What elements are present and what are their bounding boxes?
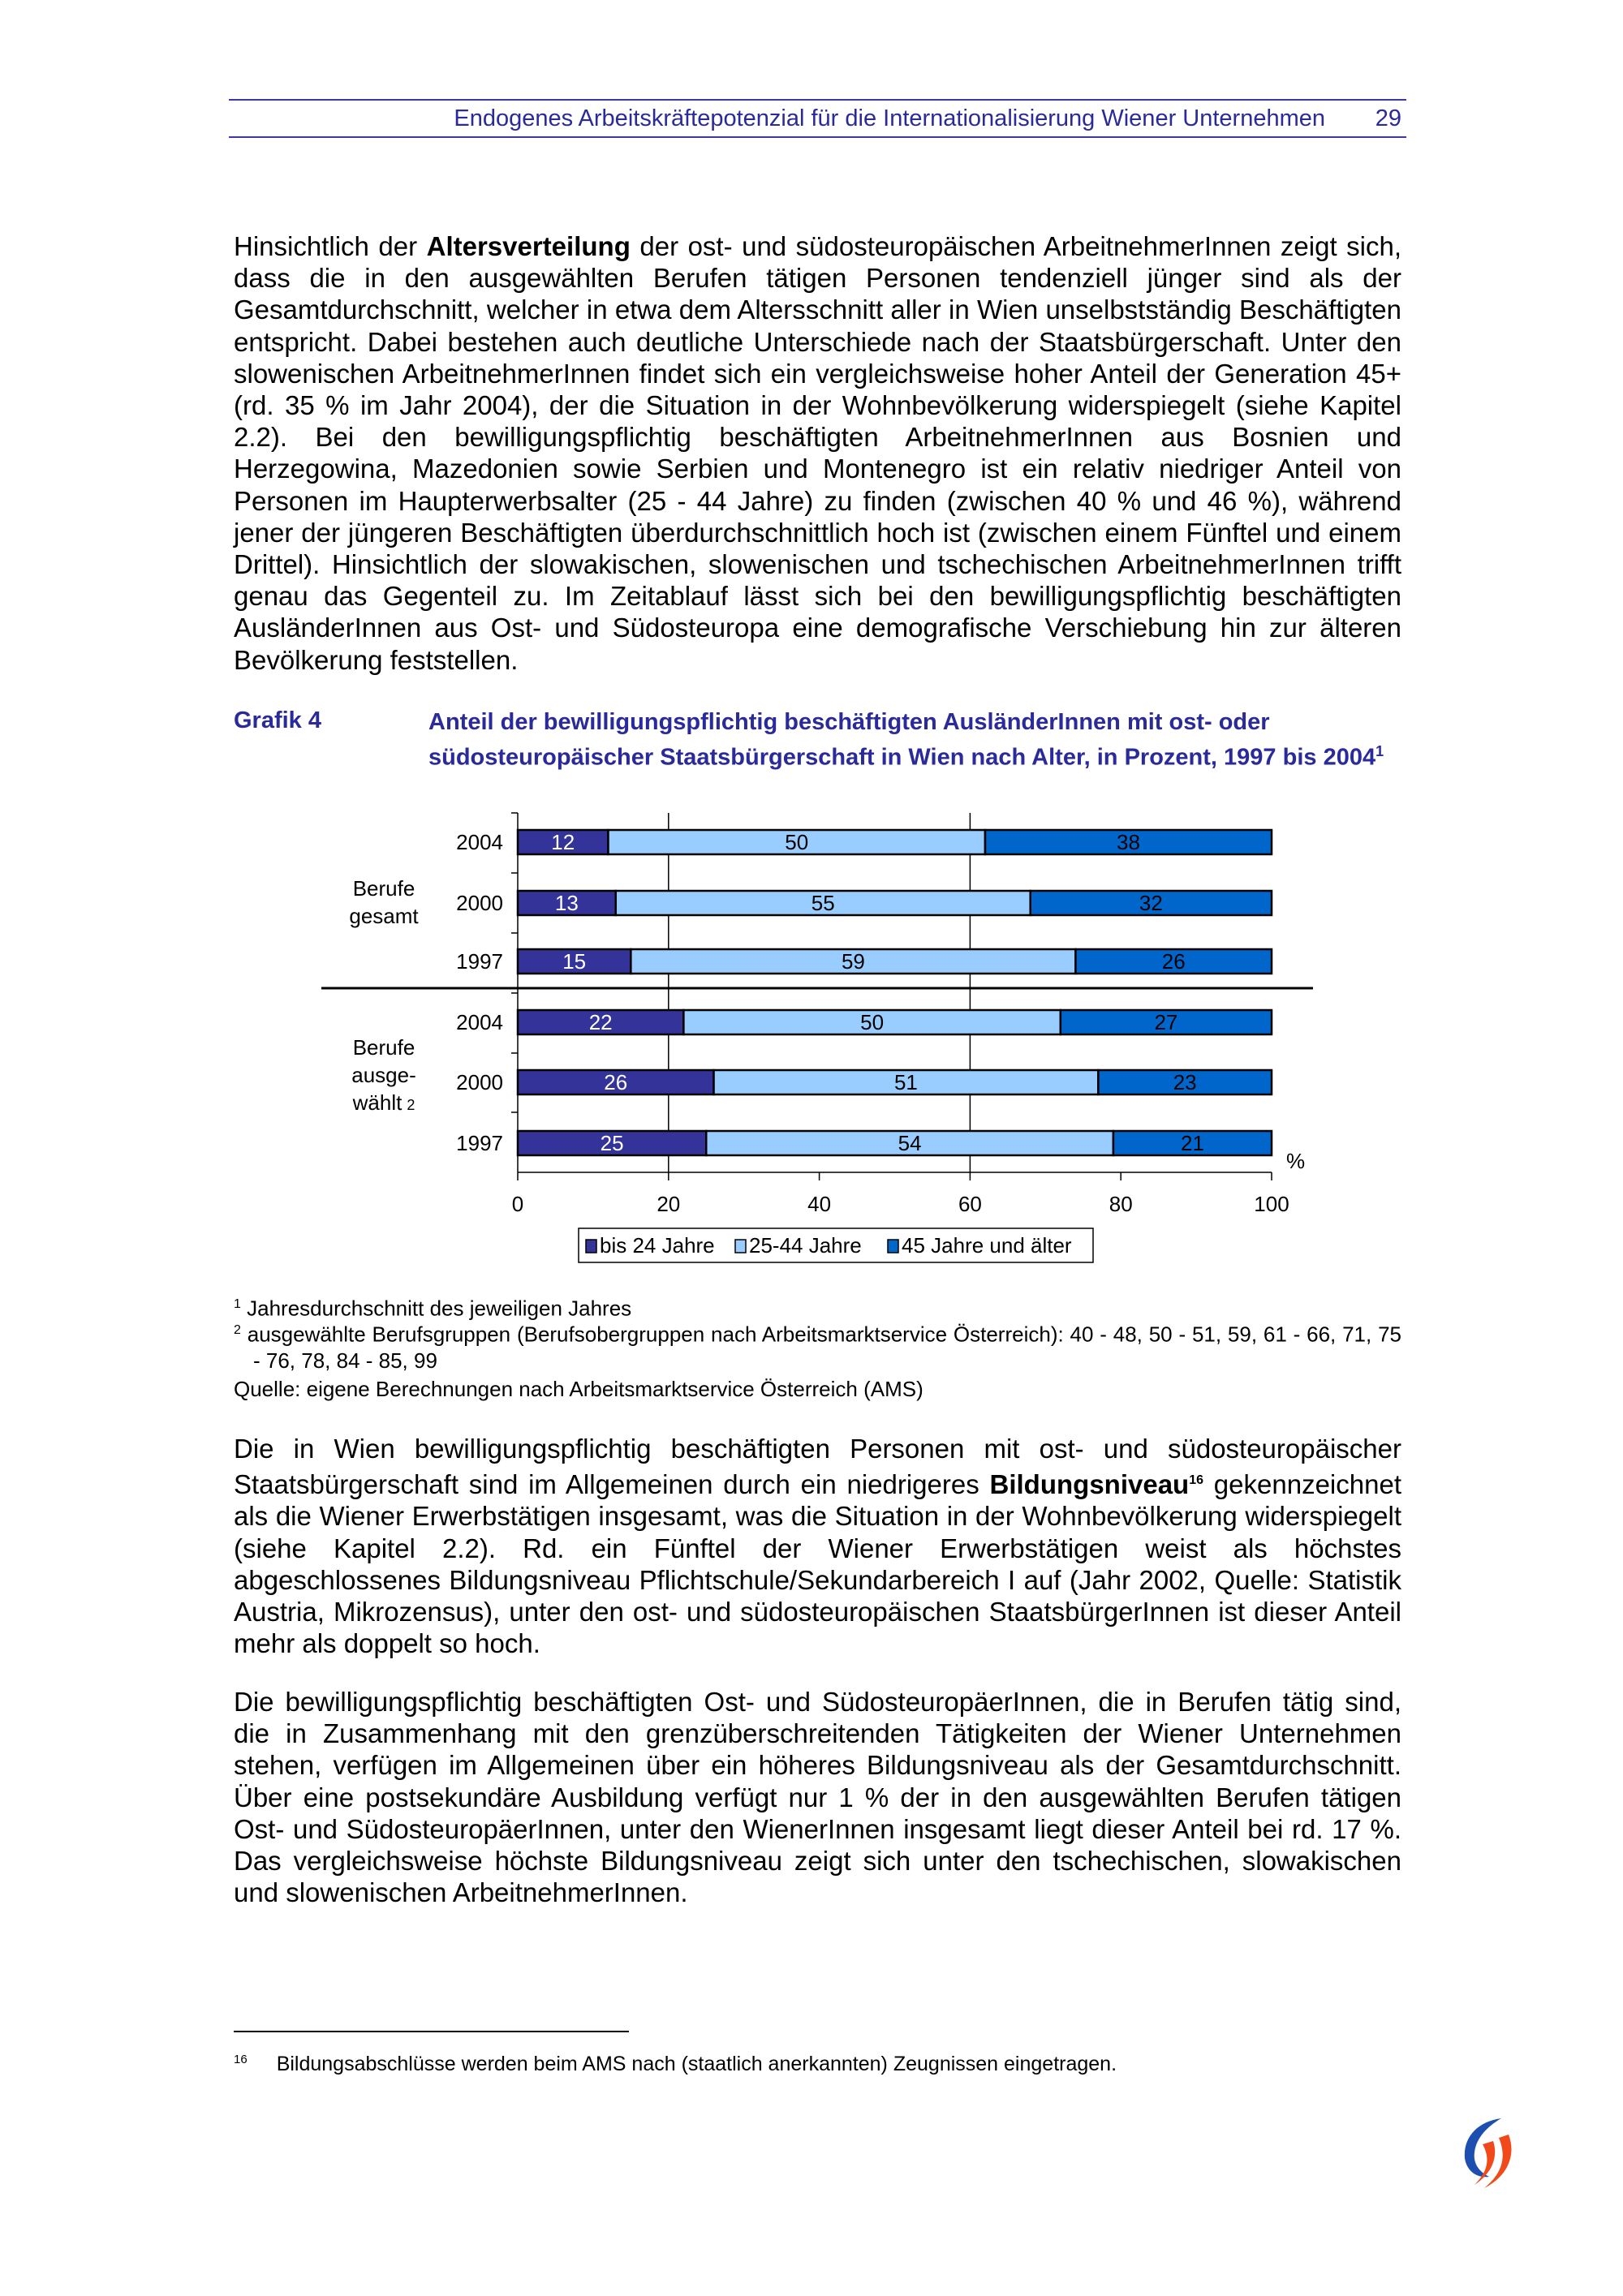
text: der ost- und südosteuropäischen ArbeitnehmerInnen zeigt sich, dass die in den ausgewählten Berufen tätigen Personen tendenziell jünger sind als der Gesamtdurchschnitt, welcher in etwa dem Altersschnitt aller in Wien unselbstständig Beschäftigten entspricht. Dabei bestehen auch deutliche Unterschiede nach der Staatsbürgerschaft. Unter den slowenischen ArbeitnehmerInnen findet sich ein vergleichsweise hoher Anteil der Generation 45+ (rd. 35 % im Jahr 2004), der die Situation in der Wohnbevölkerung widerspiegelt (siehe Kapitel 2.2). Bei den bewilligungspflichtig beschäftigten ArbeitnehmerInnen aus Bosnien und Herzegowina, Mazedonien sowie Serbien und Montenegro ist ein relativ niedriger Anteil von Personen im Haupterwerbsalter (25 - 44 Jahre) zu finden (zwischen 40 % und 46 %), während jener der jüngeren Beschäftigten überdurchschnittlich hoch ist (zwischen einem Fünftel und einem Drittel). Hinsichtlich der slowakischen, slowenischen und tschechischen ArbeitnehmerInnen trifft genau das Gegenteil zu. Im Zeitablauf lässt sich bei den bewilligungspflichtig beschäftigten AusländerInnen aus Ost- und Südosteuropa eine demografische Verschiebung hin zur älteren Bevölkerung feststellen. [234, 231, 1401, 675]
legend-swatch [586, 1240, 596, 1253]
paragraph-bildungsniveau [234, 1433, 1401, 1659]
organization-logo [1457, 2113, 1530, 2191]
fn-text: ausgewählte Berufsgruppen (Berufsobergruppen nach Arbeitsmarktservice Österreich): 40 - 48, 50 - 51, 59, 61 - 66, 71, 75 - 76, 78, 84 - 85, 99 [247, 1322, 1401, 1373]
footnote-ref: 16 [1189, 1473, 1204, 1488]
page-number: 29 [1375, 105, 1401, 131]
year-label: 2004 [456, 1010, 503, 1034]
footnote-separator [234, 2031, 629, 2032]
fn-text: Jahresdurchschnitt des jeweiligen Jahres [247, 1296, 632, 1321]
data-label: 13 [554, 891, 579, 915]
footnote-ref: 1 [1375, 743, 1384, 759]
legend-label: 45 Jahre und älter [902, 1233, 1072, 1258]
text: gekennzeichnet als die Wiener Erwerbstätigen insgesamt, was die Situation in der Wohnbevölkerung widerspiegelt (siehe Kapitel 2.2). Rd. ein Fünftel der Wiener Erwerbstätigen weist als höchstes abgeschlossenes Bildungsniveau Pflichtschule/Sekundarbereich I auf (Jahr 2002, Quelle: Statistik Austria, Mikrozensus), unter den ost- und südosteuropäischen StaatsbürgerInnen ist dieser Anteil mehr als doppelt so hoch. [234, 1469, 1401, 1659]
data-label: 50 [785, 830, 809, 854]
data-label: 21 [1180, 1131, 1204, 1155]
x-tick-label: 20 [657, 1192, 681, 1216]
x-tick-label: 40 [807, 1192, 832, 1216]
header-title: Endogenes Arbeitskräftepotenzial für die Internationalisierung Wiener Unternehmen [454, 105, 1325, 131]
source-note: Quelle: eigene Berechnungen nach Arbeitsmarktservice Österreich (AMS) [234, 1377, 923, 1401]
data-label: 26 [604, 1070, 628, 1094]
bold-term: Bildungsniveau [989, 1469, 1190, 1500]
fn-num: 2 [234, 1323, 241, 1337]
data-label: 12 [551, 830, 575, 854]
group-label: ausge- [351, 1063, 416, 1087]
group-label: gesamt [349, 904, 419, 928]
year-label: 2000 [456, 891, 503, 915]
text: Hinsichtlich der [234, 231, 427, 261]
data-label: 32 [1139, 891, 1163, 915]
fn-num: 1 [234, 1297, 241, 1311]
x-unit-label: % [1286, 1149, 1306, 1173]
figure-title-text: Anteil der bewilligungspflichtig beschäftigten AusländerInnen mit ost- oder südosteuropäischer Staatsbürgerschaft in Wien nach Alter, in Prozent, 1997 bis 2004 [428, 709, 1376, 771]
year-label: 2000 [456, 1070, 503, 1094]
data-label: 25 [600, 1131, 624, 1155]
x-tick-label: 100 [1254, 1192, 1289, 1216]
figure-label: Grafik 4 [234, 707, 321, 733]
group-label: Berufe [352, 876, 415, 901]
x-tick-label: 80 [1109, 1192, 1133, 1216]
footnote-2 [234, 1318, 1401, 1374]
data-label: 55 [811, 891, 835, 915]
data-label: 15 [562, 949, 587, 974]
footnote-ref: 2 [407, 1097, 415, 1113]
year-label: 1997 [456, 1131, 503, 1155]
year-label: 1997 [456, 949, 503, 974]
year-label: 2004 [456, 830, 503, 854]
paragraph-bildung-berufe: Die bewilligungspflichtig beschäftigten Ost- und SüdosteuropäerInnen, die in Berufen tätig sind, die in Zusammenhang mit den grenzüberschreitenden Tätigkeiten der Wiener Unternehmen stehen, verfügen im Allgemeinen über ein höheres Bildungsniveau als der Gesamtdurchschnitt. Über eine postsekundäre Ausbildung verfügt nur 1 % der in den ausgewählten Berufen tätigen Ost- und SüdosteuropäerInnen, unter den WienerInnen insgesamt liegt dieser Anteil bei rd. 17 %. Das vergleichsweise höchste Bildungsniveau zeigt sich unter den tschechischen, slowakischen und slowenischen ArbeitnehmerInnen. [234, 1687, 1401, 1908]
data-label: 54 [898, 1131, 922, 1155]
data-label: 23 [1173, 1070, 1197, 1094]
data-label: 51 [893, 1070, 918, 1094]
legend-swatch [888, 1240, 898, 1253]
legend-label: bis 24 Jahre [600, 1233, 715, 1258]
group-label: wählt 2 [352, 1090, 415, 1115]
data-label: 27 [1154, 1010, 1178, 1034]
x-tick-label: 60 [958, 1192, 982, 1216]
data-label: 50 [860, 1010, 885, 1034]
data-label: 22 [588, 1010, 613, 1034]
footnote-16 [234, 2053, 1117, 2076]
fn-text: Bildungsabschlüsse werden beim AMS nach (staatlich anerkannten) Zeugnissen eingetragen. [276, 2053, 1117, 2075]
x-tick-label: 0 [511, 1192, 524, 1216]
legend-swatch [735, 1240, 746, 1253]
data-label: 38 [1117, 830, 1140, 854]
legend-label: 25-44 Jahre [749, 1233, 862, 1258]
text: Die in Wien bewilligungspflichtig beschäftigten Personen mit ost- und südosteuropäischer Staatsbürgerschaft sind im Allgemeinen durch ein niedrigeres [234, 1434, 1401, 1500]
data-label: 26 [1161, 949, 1186, 974]
fn-num: 16 [234, 2053, 248, 2066]
group-label: Berufe [352, 1035, 415, 1060]
data-label: 59 [841, 949, 865, 974]
bold-term: Altersverteilung [426, 231, 631, 261]
